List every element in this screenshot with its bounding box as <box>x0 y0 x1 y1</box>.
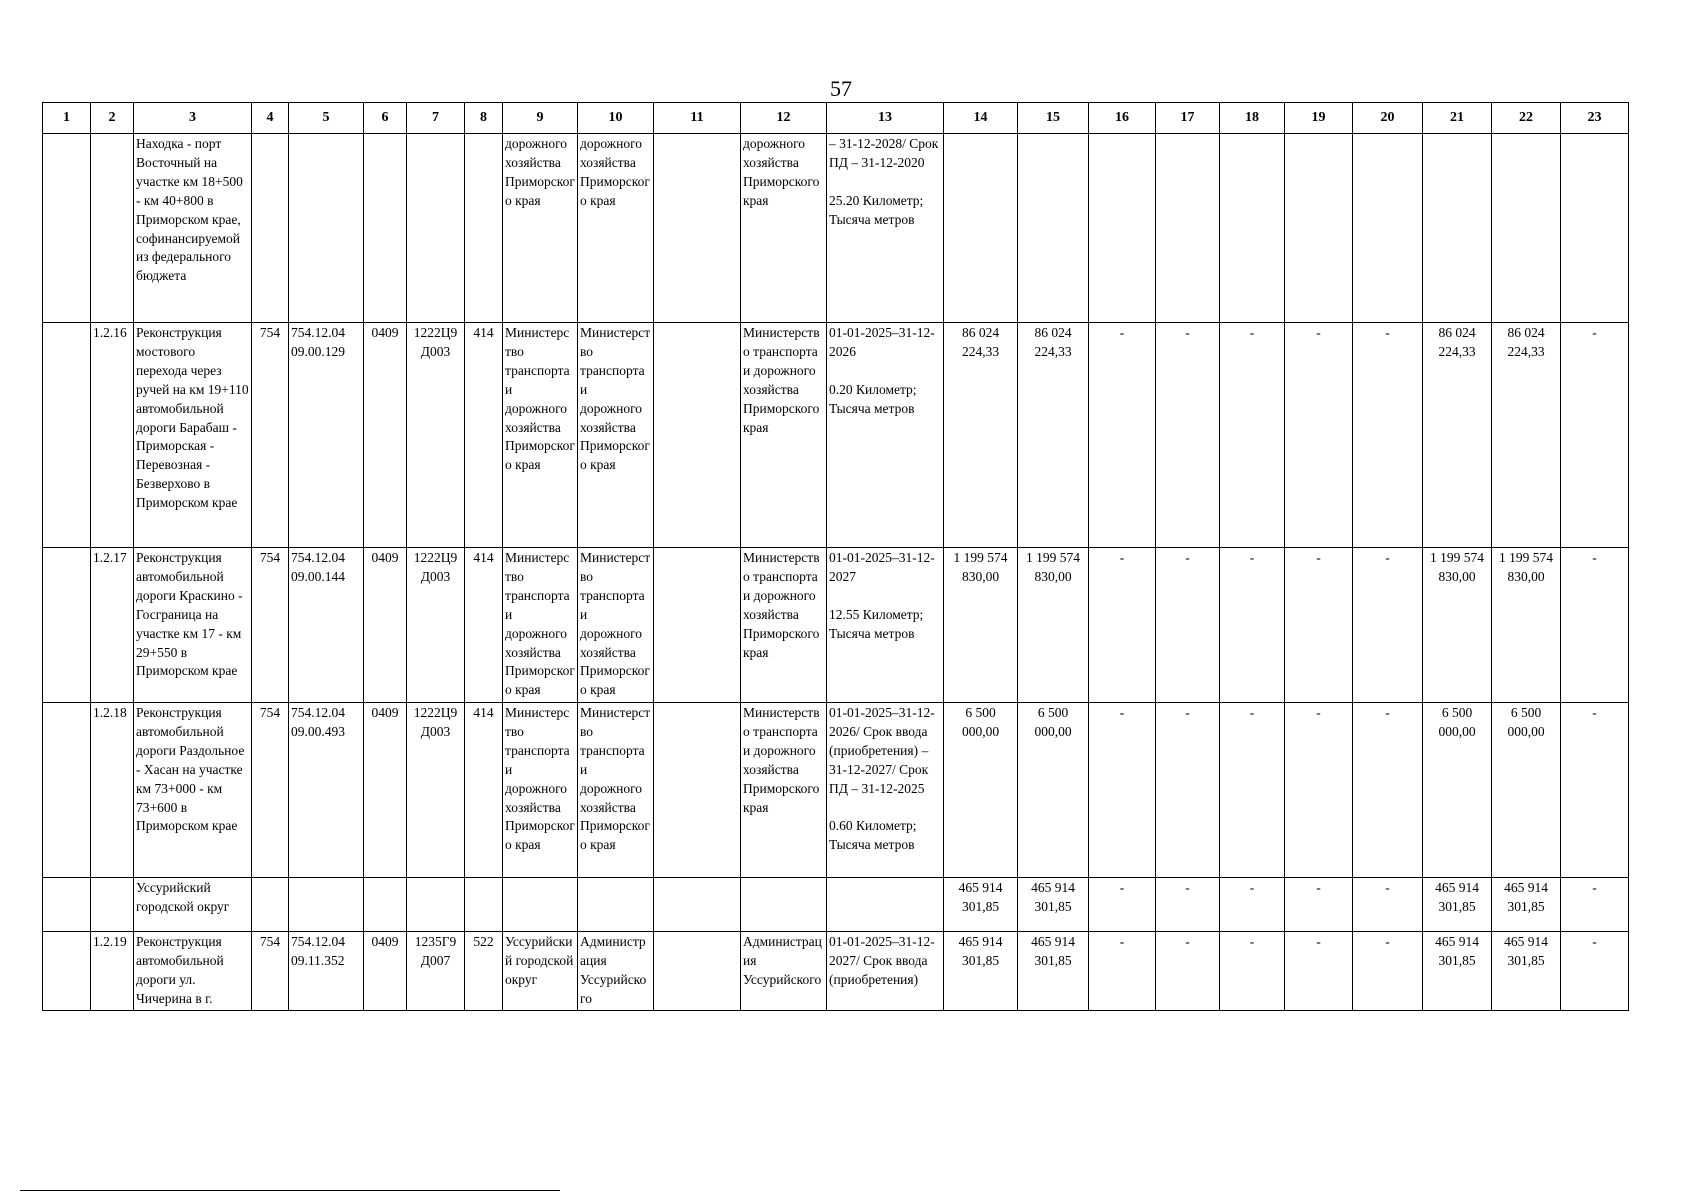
table-cell: Администрация Уссурийского <box>741 932 827 1011</box>
table-cell: 01-01-2025–31-12-2027 12.55 Километр; Тысяча метров <box>827 548 944 703</box>
table-cell <box>578 878 654 932</box>
table-cell: 1.2.16 <box>91 323 134 548</box>
table-cell: - <box>1156 323 1220 548</box>
column-header: 2 <box>91 103 134 134</box>
table-cell <box>654 548 741 703</box>
table-cell: 465 914 301,85 <box>1018 932 1089 1011</box>
table-cell <box>944 134 1018 323</box>
table-cell: Министерство транспорта и дорожного хозяйства Приморского края <box>503 703 578 878</box>
table-cell: - <box>1353 548 1423 703</box>
table-cell: Уссурийский городской округ <box>503 932 578 1011</box>
column-header: 20 <box>1353 103 1423 134</box>
table-cell: 754 <box>252 323 289 548</box>
table-cell: 465 914 301,85 <box>1018 878 1089 932</box>
table-cell: 86 024 224,33 <box>1492 323 1561 548</box>
table-cell: – 31-12-2028/ Срок ПД – 31-12-2020 25.20 Километр; Тысяча метров <box>827 134 944 323</box>
table-cell: - <box>1220 703 1285 878</box>
column-header: 17 <box>1156 103 1220 134</box>
table-cell: 6 500 000,00 <box>1423 703 1492 878</box>
table-cell <box>654 323 741 548</box>
table-cell: 414 <box>465 703 503 878</box>
table-cell <box>43 703 91 878</box>
table-cell: Реконструкция мостового перехода через ручей на км 19+110 автомобильной дороги Барабаш - Приморская - Перевозная - Безверхово в Приморском крае <box>134 323 252 548</box>
table-cell <box>1285 134 1353 323</box>
table-cell: 6 500 000,00 <box>1492 703 1561 878</box>
table-cell <box>654 878 741 932</box>
table-cell: - <box>1561 323 1629 548</box>
table-cell: Реконструкция автомобильной дороги Раздольное - Хасан на участке км 73+000 - км 73+600 в Приморском крае <box>134 703 252 878</box>
table-cell: Реконструкция автомобильной дороги Краскино - Госграница на участке км 17 - км 29+550 в Приморском крае <box>134 548 252 703</box>
table-cell: дорожного хозяйства Приморского края <box>503 134 578 323</box>
table-cell: - <box>1156 878 1220 932</box>
table-cell: 0409 <box>364 548 407 703</box>
table-cell: Реконструкция автомобильной дороги ул. Чичерина в г. <box>134 932 252 1011</box>
table-cell <box>289 134 364 323</box>
table-row <box>43 932 1629 1011</box>
table-cell: 1 199 574 830,00 <box>1018 548 1089 703</box>
column-header: 23 <box>1561 103 1629 134</box>
table-row <box>43 323 1629 548</box>
table-cell: 86 024 224,33 <box>1423 323 1492 548</box>
table-cell <box>252 878 289 932</box>
table-cell: Министерство транспорта и дорожного хозяйства Приморского края <box>741 323 827 548</box>
table-cell: Администрация Уссурийского <box>578 932 654 1011</box>
table-cell: 0409 <box>364 703 407 878</box>
table-cell: дорожного хозяйства Приморского края <box>741 134 827 323</box>
table-cell: 0409 <box>364 323 407 548</box>
column-header: 16 <box>1089 103 1156 134</box>
column-header: 18 <box>1220 103 1285 134</box>
table-cell: - <box>1089 703 1156 878</box>
table-cell <box>1561 134 1629 323</box>
table-cell: - <box>1220 878 1285 932</box>
column-header: 22 <box>1492 103 1561 134</box>
data-table <box>42 102 1629 1011</box>
table-cell: Министерство транспорта и дорожного хозяйства Приморского края <box>578 323 654 548</box>
table-cell: 1222Ц9 Д003 <box>407 703 465 878</box>
table-cell <box>1089 134 1156 323</box>
table-row <box>43 548 1629 703</box>
table-cell <box>654 134 741 323</box>
column-header: 9 <box>503 103 578 134</box>
table-cell: 86 024 224,33 <box>1018 323 1089 548</box>
table-cell: 1.2.17 <box>91 548 134 703</box>
table-cell: - <box>1561 932 1629 1011</box>
table-cell: - <box>1089 548 1156 703</box>
table-cell: - <box>1353 878 1423 932</box>
table-cell <box>654 932 741 1011</box>
table-cell: 754.12.04 09.11.352 <box>289 932 364 1011</box>
table-cell <box>364 878 407 932</box>
table-cell <box>91 878 134 932</box>
table-cell: 1222Ц9 Д003 <box>407 323 465 548</box>
table-cell: - <box>1353 932 1423 1011</box>
table-cell: 754.12.04 09.00.144 <box>289 548 364 703</box>
table-cell: - <box>1220 548 1285 703</box>
table-cell: - <box>1089 878 1156 932</box>
table-cell: 414 <box>465 323 503 548</box>
table-cell: - <box>1353 323 1423 548</box>
table-cell: 1 199 574 830,00 <box>944 548 1018 703</box>
table-cell <box>43 323 91 548</box>
table-cell: - <box>1561 878 1629 932</box>
header-row <box>43 103 1629 134</box>
table-cell <box>289 878 364 932</box>
table-row <box>43 878 1629 932</box>
table-cell: - <box>1156 548 1220 703</box>
table-cell: 6 500 000,00 <box>944 703 1018 878</box>
table-cell <box>654 703 741 878</box>
table-cell: Министерство транспорта и дорожного хозяйства Приморского края <box>741 703 827 878</box>
column-header: 19 <box>1285 103 1353 134</box>
table-cell: 414 <box>465 548 503 703</box>
table-cell: 01-01-2025–31-12-2026 0.20 Километр; Тысяча метров <box>827 323 944 548</box>
table-cell: - <box>1561 703 1629 878</box>
table-cell <box>407 878 465 932</box>
column-header: 1 <box>43 103 91 134</box>
table-cell: 6 500 000,00 <box>1018 703 1089 878</box>
table-cell: Министерство транспорта и дорожного хозяйства Приморского края <box>578 703 654 878</box>
table-cell: 465 914 301,85 <box>944 932 1018 1011</box>
table-cell <box>43 134 91 323</box>
table-cell: - <box>1353 703 1423 878</box>
page-number: 57 <box>830 76 852 101</box>
table-cell: - <box>1285 548 1353 703</box>
table-cell: 465 914 301,85 <box>1423 932 1492 1011</box>
column-header: 21 <box>1423 103 1492 134</box>
footnote-separator <box>20 1190 560 1191</box>
column-header: 15 <box>1018 103 1089 134</box>
table-cell <box>465 878 503 932</box>
table-cell: 465 914 301,85 <box>1423 878 1492 932</box>
table-cell <box>91 134 134 323</box>
table-cell: - <box>1285 703 1353 878</box>
table-cell: 1 199 574 830,00 <box>1423 548 1492 703</box>
table-cell: 86 024 224,33 <box>944 323 1018 548</box>
table-cell <box>741 878 827 932</box>
column-header: 8 <box>465 103 503 134</box>
table-cell: Министерство транспорта и дорожного хозяйства Приморского края <box>503 323 578 548</box>
table-cell: - <box>1285 932 1353 1011</box>
table-cell: 465 914 301,85 <box>1492 878 1561 932</box>
table-cell <box>43 548 91 703</box>
table-cell: - <box>1220 323 1285 548</box>
table-cell: 754 <box>252 932 289 1011</box>
column-header: 5 <box>289 103 364 134</box>
column-header: 6 <box>364 103 407 134</box>
table-cell <box>1353 134 1423 323</box>
column-header: 4 <box>252 103 289 134</box>
table-cell: 0409 <box>364 932 407 1011</box>
table-cell: Министерство транспорта и дорожного хозяйства Приморского края <box>741 548 827 703</box>
table-cell: 1235Г9 Д007 <box>407 932 465 1011</box>
table-cell <box>1220 134 1285 323</box>
table-cell <box>364 134 407 323</box>
table-cell: 522 <box>465 932 503 1011</box>
table-cell: 1.2.19 <box>91 932 134 1011</box>
table-cell: 1.2.18 <box>91 703 134 878</box>
table-cell: Министерство транспорта и дорожного хозяйства Приморского края <box>503 548 578 703</box>
table-row <box>43 134 1629 323</box>
table-cell <box>407 134 465 323</box>
column-header: 12 <box>741 103 827 134</box>
column-header: 14 <box>944 103 1018 134</box>
table-cell: - <box>1561 548 1629 703</box>
table-cell <box>43 932 91 1011</box>
table-cell: - <box>1156 932 1220 1011</box>
table-cell <box>43 878 91 932</box>
table-cell: - <box>1089 323 1156 548</box>
table-cell: - <box>1156 703 1220 878</box>
table-cell <box>1156 134 1220 323</box>
table-cell: 1 199 574 830,00 <box>1492 548 1561 703</box>
table-cell: 465 914 301,85 <box>1492 932 1561 1011</box>
column-header: 7 <box>407 103 465 134</box>
table-cell: - <box>1285 878 1353 932</box>
table-cell <box>503 878 578 932</box>
table-cell: - <box>1285 323 1353 548</box>
table-row <box>43 703 1629 878</box>
table-cell: 01-01-2025–31-12-2026/ Срок ввода (приобретения) – 31-12-2027/ Срок ПД – 31-12-2025 0.60 Километр; Тысяча метров <box>827 703 944 878</box>
table-cell <box>1018 134 1089 323</box>
table-cell <box>465 134 503 323</box>
table-cell: 754.12.04 09.00.129 <box>289 323 364 548</box>
table-cell: Находка - порт Восточный на участке км 18+500 - км 40+800 в Приморском крае, софинансируемой из федерального бюджета <box>134 134 252 323</box>
table-cell <box>1492 134 1561 323</box>
table-cell: Министерство транспорта и дорожного хозяйства Приморского края <box>578 548 654 703</box>
table-cell: 754.12.04 09.00.493 <box>289 703 364 878</box>
table-cell: дорожного хозяйства Приморского края <box>578 134 654 323</box>
column-header: 13 <box>827 103 944 134</box>
table-cell: Уссурийский городской округ <box>134 878 252 932</box>
table-cell: 01-01-2025–31-12-2027/ Срок ввода (приобретения) <box>827 932 944 1011</box>
table-cell: - <box>1089 932 1156 1011</box>
table-cell <box>827 878 944 932</box>
column-header: 10 <box>578 103 654 134</box>
table-cell: 1222Ц9 Д003 <box>407 548 465 703</box>
column-header: 3 <box>134 103 252 134</box>
table-cell: 754 <box>252 703 289 878</box>
table-cell: - <box>1220 932 1285 1011</box>
table-cell <box>1423 134 1492 323</box>
table-cell: 465 914 301,85 <box>944 878 1018 932</box>
column-header: 11 <box>654 103 741 134</box>
table-cell: 754 <box>252 548 289 703</box>
table-cell <box>252 134 289 323</box>
